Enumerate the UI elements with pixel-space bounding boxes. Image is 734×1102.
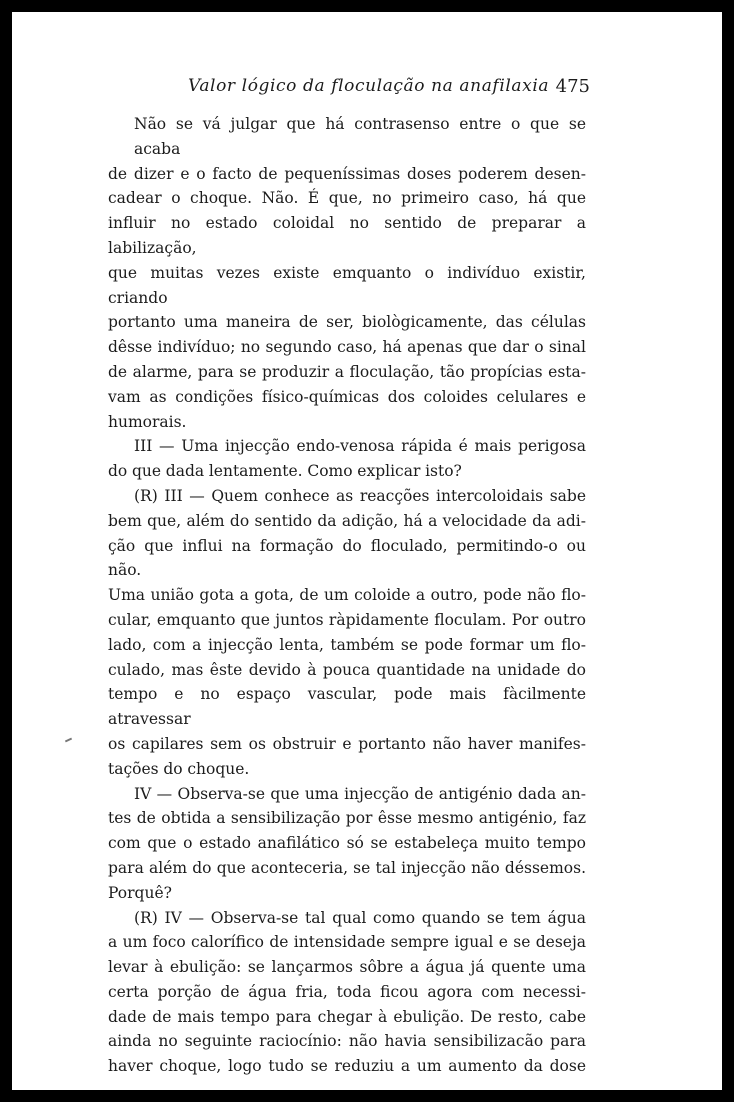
text-line: cadear o choque. Não. É que, no primeiro caso, há que (108, 189, 586, 208)
text-line: dade de mais tempo para chegar à ebulição. De resto, cabe (108, 1007, 586, 1026)
book-page (12, 12, 722, 1090)
text-line: tempo e no espaço vascular, pode mais fàcilmente atravessar (108, 685, 586, 729)
text-line: lado, com a injecção lenta, também se pode formar um flo- (108, 635, 586, 654)
text-line: influir no estado coloidal no sentido de preparar a labilização, (108, 214, 586, 257)
text-line: Não se vá julgar que há contrasenso entre o que se acaba (134, 115, 586, 158)
text-line: vam as condições físico-químicas dos coloides celulares e (108, 387, 586, 406)
text-line: Porquê? (108, 883, 172, 902)
marginal-mark (65, 738, 72, 743)
text-line: culado, mas êste devido à pouca quantidade na unidade do (108, 660, 586, 679)
text-line: tações do choque. (108, 759, 250, 778)
text-line: levar à ebulição: se lançarmos sôbre a água já quente uma (108, 958, 586, 977)
text-line: de alarme, para se produzir a floculação, tão propícias esta- (108, 362, 586, 381)
text-line: do que dada lentamente. Como explicar isto? (108, 462, 462, 481)
text-line: Uma união gota a gota, de um coloide a outro, pode não flo- (108, 586, 586, 605)
paragraph (108, 782, 586, 906)
text-line: que muitas vezes existe emquanto o indivíduo existir, criando (108, 263, 586, 307)
paragraph (108, 484, 586, 782)
text-line: tes de obtida a sensibilização por êsse mesmo antigénio, faz (108, 809, 586, 828)
text-line: dêsse indivíduo; no segundo caso, há apenas que dar o sinal (108, 338, 586, 357)
page-number: 475 (555, 76, 590, 97)
text-line: (R) IV — Observa-se tal qual como quando se tem água (134, 908, 586, 927)
text-line: bem que, além do sentido da adição, há a velocidade da adi- (108, 511, 586, 530)
text-line: com que o estado anafilático só se estabeleça muito tempo (108, 834, 586, 853)
text-line: (R) III — Quem conhece as reacções intercoloidais sabe (134, 486, 586, 505)
paragraph (108, 906, 586, 1080)
text-line: ção que influi na formação do floculado, permitindo-o ou não. (108, 536, 586, 580)
text-line: humorais. (108, 412, 187, 431)
text-line: para além do que aconteceria, se tal injecção não déssemos. (108, 858, 586, 877)
paragraph (108, 112, 586, 434)
text-line: haver choque, logo tudo se reduziu a um aumento da dose (108, 1057, 586, 1076)
paragraph (108, 434, 586, 484)
text-line: III — Uma injecção endo-venosa rápida é mais perigosa (134, 437, 586, 456)
body-text (108, 112, 586, 1079)
text-line: de dizer e o facto de pequeníssimas doses poderem desen- (108, 164, 586, 183)
text-line: ainda no seguinte raciocínio: não havia sensibilizacão para (108, 1032, 586, 1051)
text-line: a um foco calorífico de intensidade sempre igual e se deseja (108, 933, 586, 952)
text-line: cular, emquanto que juntos ràpidamente floculam. Por outro (108, 610, 586, 629)
running-title: Valor lógico da floculação na anafilaxia (188, 76, 550, 96)
text-line: IV — Observa-se que uma injecção de antigénio dada an- (134, 784, 586, 803)
text-line: os capilares sem os obstruir e portanto não haver manifes- (108, 734, 586, 753)
page-header (108, 76, 590, 106)
text-line: portanto uma maneira de ser, biològicamente, das células (108, 313, 586, 332)
text-line: certa porção de água fria, toda ficou agora com necessi- (108, 982, 586, 1001)
